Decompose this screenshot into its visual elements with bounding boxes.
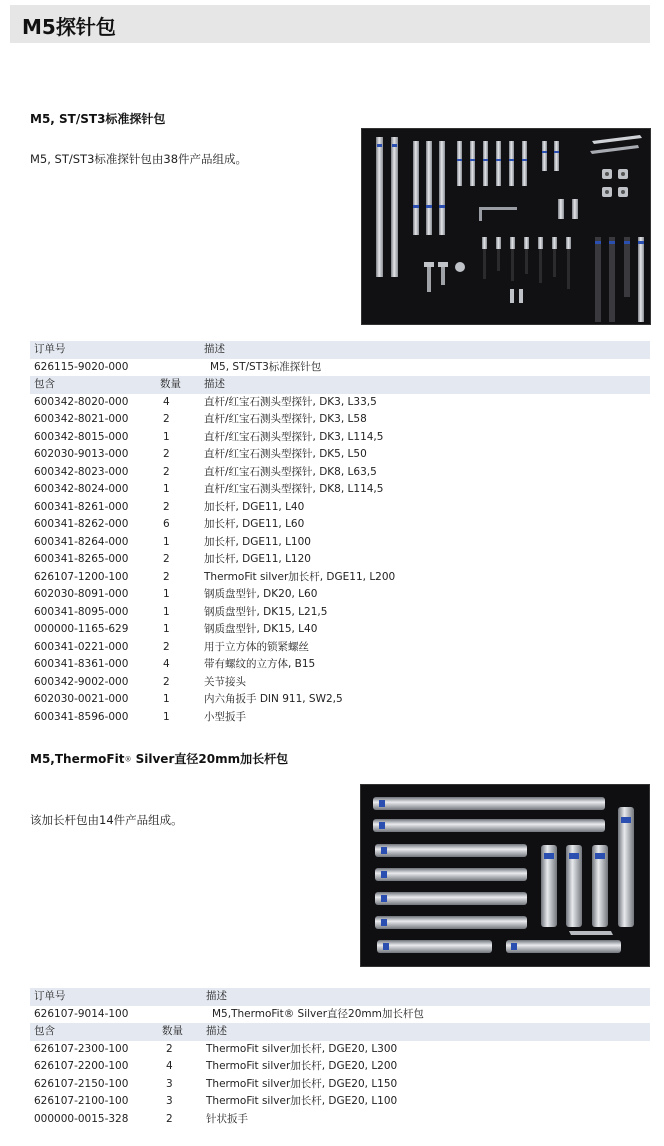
description-heading: 描述 bbox=[204, 378, 225, 390]
part-number: 626107-2150-100 bbox=[34, 1077, 129, 1090]
table-row bbox=[30, 604, 650, 622]
quantity: 1 bbox=[163, 535, 170, 548]
item-description: 直杆/红宝石测头型探针, DK3, L58 bbox=[204, 413, 367, 425]
part-number: 600341-8596-000 bbox=[34, 710, 129, 723]
order-number: 626115-9020-000 bbox=[34, 360, 129, 373]
table-row bbox=[30, 656, 650, 674]
table-row bbox=[30, 516, 650, 534]
kit2-intro: 该加长杆包由14件产品组成。 bbox=[30, 813, 183, 827]
contents-header-row bbox=[30, 376, 650, 394]
table-row bbox=[30, 446, 650, 464]
table-row bbox=[30, 1058, 650, 1076]
table-row bbox=[30, 464, 650, 482]
quantity: 4 bbox=[163, 658, 170, 670]
item-description: 加长杆, DGE11, L60 bbox=[204, 518, 305, 530]
table-row bbox=[30, 1076, 650, 1094]
item-description: 针状扳手 bbox=[206, 1112, 248, 1125]
part-number: 600341-8095-000 bbox=[34, 605, 129, 618]
order-number-heading: 订单号 bbox=[34, 343, 66, 355]
contents-heading: 包含 bbox=[34, 378, 55, 390]
item-description: 加长杆, DGE11, L100 bbox=[204, 535, 311, 548]
part-number: 626107-2100-100 bbox=[34, 1095, 129, 1107]
item-description: ThermoFit silver加长杆, DGE20, L200 bbox=[206, 1060, 398, 1072]
page-title: M5探针包 bbox=[22, 15, 116, 39]
quantity: 2 bbox=[166, 1112, 173, 1125]
part-number: 626107-2200-100 bbox=[34, 1060, 129, 1072]
kit1-title: M5, ST/ST3标准探针包 bbox=[30, 112, 166, 126]
kit1-table bbox=[30, 341, 650, 726]
item-description: 直杆/红宝石测头型探针, DK3, L114,5 bbox=[204, 430, 384, 443]
quantity: 6 bbox=[163, 518, 170, 530]
quantity: 1 bbox=[163, 588, 170, 600]
part-number: 600341-8261-000 bbox=[34, 500, 129, 513]
quantity: 2 bbox=[163, 465, 170, 478]
kit2-title-rest: Silver直径20mm加长杆包 bbox=[131, 752, 289, 766]
item-description: 直杆/红宝石测头型探针, DK8, L63,5 bbox=[204, 465, 377, 478]
item-description: 钢质盘型针, DK15, L21,5 bbox=[204, 605, 328, 618]
table-row bbox=[30, 551, 650, 569]
table-row bbox=[30, 621, 650, 639]
part-number: 600341-8264-000 bbox=[34, 535, 129, 548]
item-description: ThermoFit silver加长杆, DGE11, L200 bbox=[204, 570, 396, 583]
item-description: 关节接头 bbox=[204, 675, 246, 688]
quantity: 2 bbox=[163, 553, 170, 565]
table-row bbox=[30, 429, 650, 447]
quantity: 1 bbox=[163, 623, 170, 635]
order-header-row bbox=[30, 341, 650, 359]
item-description: 直杆/红宝石测头型探针, DK3, L33,5 bbox=[204, 395, 377, 408]
quantity: 2 bbox=[163, 675, 170, 688]
table-row bbox=[30, 691, 650, 709]
part-number: 626107-1200-100 bbox=[34, 570, 129, 583]
item-description: 小型扳手 bbox=[204, 710, 246, 723]
quantity: 2 bbox=[163, 640, 170, 653]
table-row bbox=[30, 481, 650, 499]
order-number: 626107-9014-100 bbox=[34, 1007, 129, 1020]
quantity: 2 bbox=[166, 1042, 173, 1055]
kit2-title-main: M5,ThermoFit bbox=[30, 752, 125, 766]
quantity: 1 bbox=[163, 693, 170, 705]
table-row bbox=[30, 411, 650, 429]
table-row bbox=[30, 709, 650, 727]
table-row bbox=[30, 1041, 650, 1059]
order-row bbox=[30, 1006, 650, 1024]
part-number: 600342-8020-000 bbox=[34, 395, 129, 408]
part-number: 602030-0021-000 bbox=[34, 693, 129, 705]
part-number: 600341-0221-000 bbox=[34, 640, 129, 653]
quantity: 3 bbox=[166, 1095, 173, 1107]
part-number: 602030-9013-000 bbox=[34, 448, 129, 460]
item-description: 加长杆, DGE11, L120 bbox=[204, 553, 311, 565]
item-description: 钢质盘型针, DK15, L40 bbox=[204, 623, 318, 635]
order-description: M5,ThermoFit® Silver直径20mm加长杆包 bbox=[212, 1007, 424, 1020]
quantity-heading: 数量 bbox=[162, 1025, 183, 1037]
item-description: 内六角扳手 DIN 911, SW2,5 bbox=[204, 693, 343, 705]
quantity: 2 bbox=[163, 570, 170, 583]
part-number: 000000-1165-629 bbox=[34, 623, 129, 635]
table-row bbox=[30, 586, 650, 604]
contents-heading: 包含 bbox=[34, 1025, 55, 1037]
quantity: 2 bbox=[163, 413, 170, 425]
kit2-table bbox=[30, 988, 650, 1128]
table-row bbox=[30, 1093, 650, 1111]
part-number: 626107-2300-100 bbox=[34, 1042, 129, 1055]
part-number: 600342-8023-000 bbox=[34, 465, 129, 478]
quantity: 2 bbox=[163, 500, 170, 513]
description-heading: 描述 bbox=[204, 343, 225, 355]
part-number: 600342-8021-000 bbox=[34, 413, 129, 425]
item-description: 加长杆, DGE11, L40 bbox=[204, 500, 305, 513]
quantity-heading: 数量 bbox=[160, 378, 181, 390]
quantity: 1 bbox=[163, 483, 170, 495]
item-description: 用于立方体的锁紧螺丝 bbox=[204, 640, 309, 653]
kit2-photo bbox=[360, 784, 650, 967]
part-number: 600341-8262-000 bbox=[34, 518, 129, 530]
table-row bbox=[30, 639, 650, 657]
table-row bbox=[30, 394, 650, 412]
quantity: 1 bbox=[163, 710, 170, 723]
part-number: 000000-0015-328 bbox=[34, 1112, 129, 1125]
registered-mark: ® bbox=[124, 755, 132, 764]
quantity: 1 bbox=[163, 605, 170, 618]
part-number: 602030-8091-000 bbox=[34, 588, 129, 600]
quantity: 4 bbox=[163, 395, 170, 408]
item-description: 直杆/红宝石测头型探针, DK5, L50 bbox=[204, 448, 367, 460]
kit1-intro: M5, ST/ST3标准探针包由38件产品组成。 bbox=[30, 152, 248, 166]
item-description: 钢质盘型针, DK20, L60 bbox=[204, 588, 318, 600]
quantity: 3 bbox=[166, 1077, 173, 1090]
part-number: 600341-8361-000 bbox=[34, 658, 129, 670]
page-header bbox=[10, 5, 650, 43]
part-number: 600342-8024-000 bbox=[34, 483, 129, 495]
quantity: 4 bbox=[166, 1060, 173, 1072]
quantity: 2 bbox=[163, 448, 170, 460]
description-heading: 描述 bbox=[206, 1025, 227, 1037]
kit2-title bbox=[30, 750, 288, 767]
item-description: ThermoFit silver加长杆, DGE20, L300 bbox=[206, 1042, 398, 1055]
kit1-photo bbox=[361, 128, 651, 325]
item-description: ThermoFit silver加长杆, DGE20, L150 bbox=[206, 1077, 398, 1090]
part-number: 600342-9002-000 bbox=[34, 675, 129, 688]
order-row bbox=[30, 359, 650, 377]
order-header-row bbox=[30, 988, 650, 1006]
description-heading: 描述 bbox=[206, 990, 227, 1002]
table-row bbox=[30, 534, 650, 552]
contents-header-row bbox=[30, 1023, 650, 1041]
item-description: 带有螺纹的立方体, B15 bbox=[204, 658, 316, 670]
order-description: M5, ST/ST3标准探针包 bbox=[210, 360, 322, 373]
table-row bbox=[30, 1111, 650, 1129]
table-row bbox=[30, 499, 650, 517]
item-description: 直杆/红宝石测头型探针, DK8, L114,5 bbox=[204, 483, 384, 495]
order-number-heading: 订单号 bbox=[34, 990, 66, 1002]
quantity: 1 bbox=[163, 430, 170, 443]
table-row bbox=[30, 674, 650, 692]
part-number: 600341-8265-000 bbox=[34, 553, 129, 565]
item-description: ThermoFit silver加长杆, DGE20, L100 bbox=[206, 1095, 398, 1107]
part-number: 600342-8015-000 bbox=[34, 430, 129, 443]
table-row bbox=[30, 569, 650, 587]
